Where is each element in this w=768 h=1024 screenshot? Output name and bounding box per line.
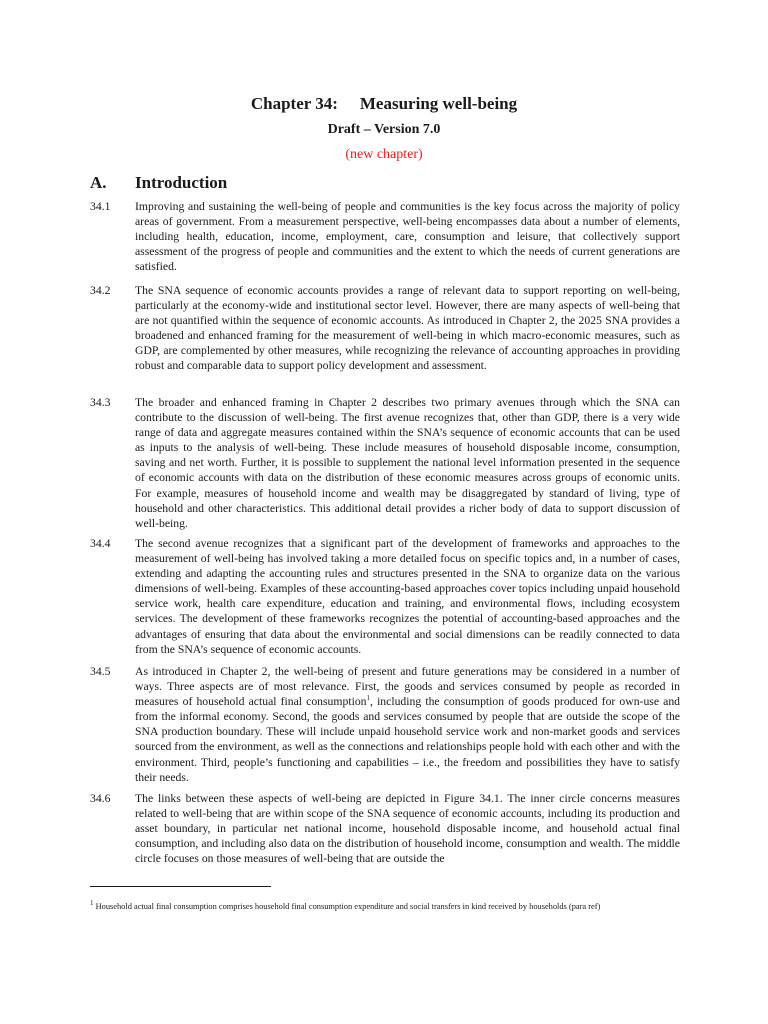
footnote xyxy=(90,898,680,915)
paragraph-number: 34.4 xyxy=(90,537,111,550)
paragraph-34-2 xyxy=(90,283,680,374)
paragraph-text-part: , including the consumption of goods produced for own-use and from the informal economy. Second, the goods and services consumed by people that are outside the scope of the SNA production boundary. These will include unpaid household service work and non-market goods and services sourced from the environment, as well as the connections and relationships people hold with each other and with the environment. Third, people’s functioning and capabilities – i.e., the freedom and possibilities they have to satisfy their needs. xyxy=(135,695,681,784)
paragraph-text: The links between these aspects of well-being are depicted in Figure 34.1. The inner circle concerns measures related to well-being that are within scope of the SNA sequence of economic accounts, including its production and asset boundary, in particular net national income, household disposable income, and household actual final consumption, and including also data on the distribution of household income, consumption and wealth. The middle circle focuses on those measures of well-being that are outside the xyxy=(135,792,680,866)
paragraph-number: 34.3 xyxy=(90,396,111,409)
paragraph-34-3 xyxy=(90,395,680,531)
section-title: Introduction xyxy=(135,173,228,192)
paragraph-34-6 xyxy=(90,791,680,866)
paragraph-number: 34.6 xyxy=(90,792,111,805)
paragraph-number: 34.2 xyxy=(90,284,111,297)
chapter-number: Chapter 34: xyxy=(250,94,338,113)
footnote-marker: 1 xyxy=(90,899,94,908)
section-letter: A. xyxy=(90,173,107,192)
new-chapter-note: (new chapter) xyxy=(345,147,423,162)
paragraph-34-5 xyxy=(90,664,680,785)
paragraph-text: Improving and sustaining the well-being of people and communities is the key focus across the majority of policy areas of government. From a measurement perspective, well-being encompasses data about a number of elements, including health, education, income, employment, care, consumption and leisure, that collectively support assessment of the progress of people and communities and the extent to which the needs of current generations are satisfied. xyxy=(135,200,680,274)
footnote-text: Household actual final consumption comprises household final consumption expenditure and social transfers in kind received by households (para ref) xyxy=(93,902,601,911)
draft-version: Draft – Version 7.0 xyxy=(327,122,441,137)
paragraph-34-1 xyxy=(90,199,680,274)
footnote-reference[interactable]: 1 xyxy=(366,694,371,703)
paragraph-text: The SNA sequence of economic accounts provides a range of relevant data to support reporting on well-being, particularly at the economy-wide and institutional sector level. However, there are many aspects of well-being that are not quantified within the sequence of economic accounts. As introduced in Chapter 2, the 2025 SNA provides a broadened and enhanced framing for the measurement of well-being in which macro-economic measures, such as GDP, are complemented by other measures, while recognizing the relevance of accounting approaches in providing robust and comparable data to support policy development and assessment. xyxy=(135,284,680,373)
paragraph-text xyxy=(135,664,680,785)
footnote-separator xyxy=(90,886,271,887)
paragraph-number: 34.5 xyxy=(90,665,111,678)
paragraph-text: The broader and enhanced framing in Chapter 2 describes two primary avenues through which the SNA can contribute to the discussion of well-being. The first avenue recognizes that, other than GDP, there is a very wide range of data and aggregate measures contained within the SNA’s sequence of economic accounts that can be used as inputs to the analysis of well-being. These include measures of household disposable income, consumption, saving and net worth. Further, it is possible to supplement the national level information presented in the sequence of economic accounts with data on the distribution of these economic measures across groups of economic units. For example, measures of household income and wealth may be disaggregated by standard of living, type of household and other characteristics. This additional detail provides a richer body of data to support discussion of well-being. xyxy=(135,396,680,530)
paragraph-text: The second avenue recognizes that a significant part of the development of frameworks and approaches to the measurement of well-being has involved taking a more detailed focus on specific topics and, in a number of cases, extending and adapting the accounting rules and structures presented in the SNA to organize data on the various dimensions of well-being. Examples of these accounting-based approaches cover topics including unpaid household service work, health care expenditure, education and training, and environmental flows, including ecosystem services. The development of these frameworks recognizes the potential of accounting-based approaches and the advantages of ensuring that data about the environmental and social dimensions can be readily connected to data from the SNA’s sequence of economic accounts. xyxy=(135,537,680,656)
paragraph-34-4 xyxy=(90,536,680,657)
section-heading xyxy=(90,173,227,193)
paragraph-text-part: As introduced in Chapter 2, the well-being of present and future generations may be considered in a number of ways. Three aspects are of most relevance. First, the goods and services consumed by people as recorded in measures of household actual final consumption xyxy=(135,665,680,709)
chapter-title: Measuring well-being xyxy=(359,94,518,113)
chapter-heading xyxy=(0,94,768,114)
paragraph-number: 34.1 xyxy=(90,200,111,213)
